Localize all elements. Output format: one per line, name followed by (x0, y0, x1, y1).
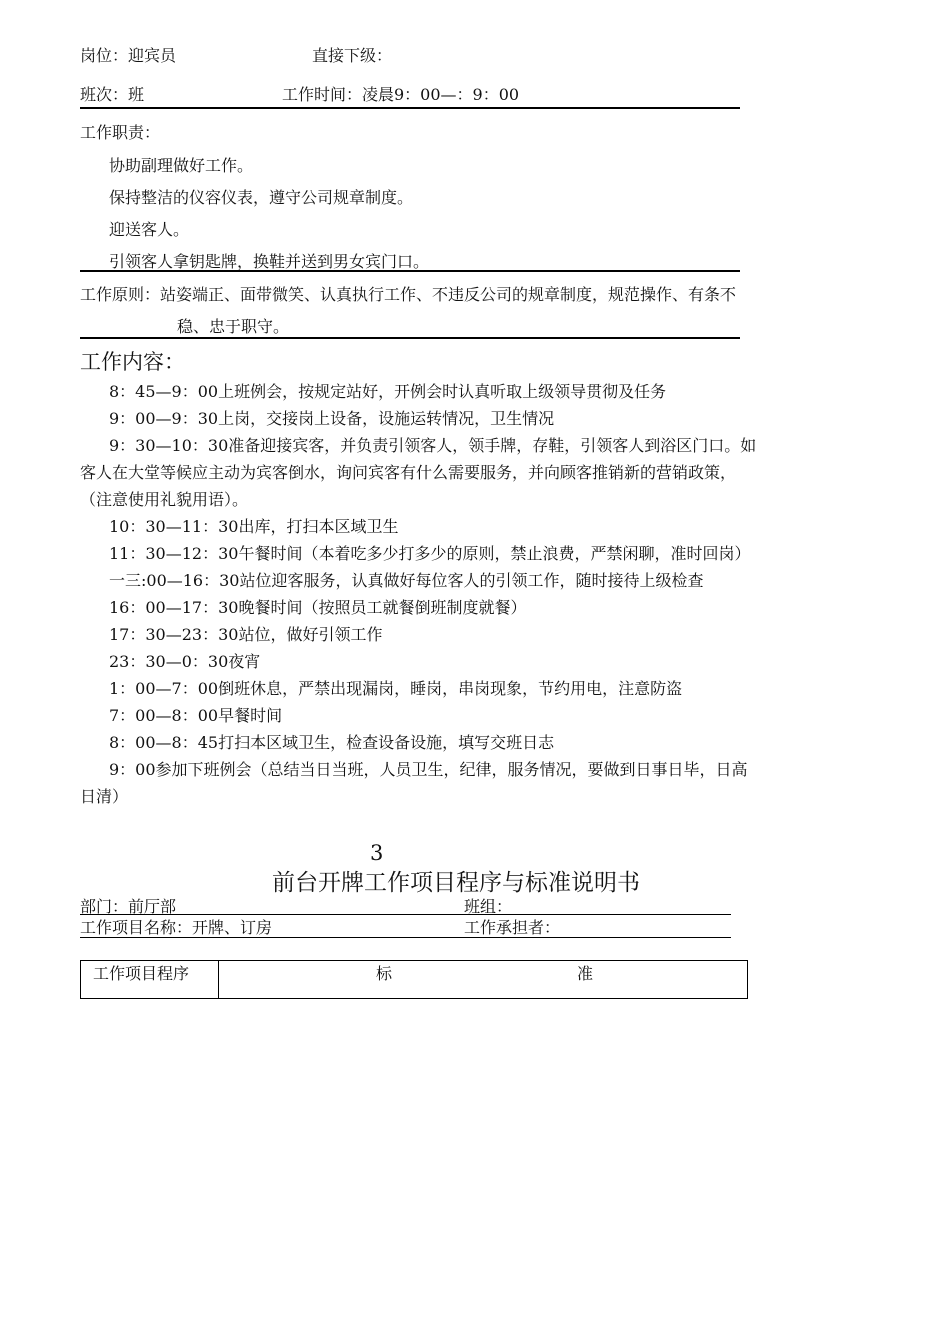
content-line: 8：45—9：00上班例会，按规定站好，开例会时认真听取上级领导贯彻及任务 (109, 382, 667, 401)
content-line: 8：00—8：45打扫本区域卫生，检查设备设施，填写交班日志 (109, 733, 555, 752)
content-line: 10：30—11：30出库，打扫本区域卫生 (109, 517, 399, 536)
bearer-label: 工作承担者： (464, 918, 561, 937)
department-label: 部门：前厅部 (80, 897, 177, 916)
duty-item: 保持整洁的仪容仪表，遵守公司规章制度。 (109, 188, 414, 207)
content-line: 17：30—23：30站位，做好引领工作 (109, 625, 383, 644)
content-line: 9：00参加下班例会（总结当日当班，人员卫生，纪律，服务情况，要做到日事日毕，日高 (109, 760, 748, 779)
table-header-standard-a: 标 (376, 964, 393, 983)
principles-line1: 工作原则：站姿端正、面带微笑、认真执行工作、不违反公司的规章制度，规范操作、有条不 (80, 285, 737, 304)
project-name-label: 工作项目名称：开牌、订房 (80, 918, 273, 937)
content-line: 23：30—0：30夜宵 (109, 652, 261, 671)
content-lines (80, 378, 870, 810)
duty-item: 引领客人拿钥匙牌，换鞋并送到男女宾门口。 (109, 252, 430, 271)
department-underline (80, 914, 731, 915)
content-line: 一三:00—16：30站位迎客服务，认真做好每位客人的引领工作，随时接待上级检查 (109, 571, 704, 590)
post-label: 岗位：迎宾员 (80, 46, 177, 65)
project-underline (80, 937, 731, 938)
superior-label: 直接下级： (312, 46, 393, 65)
content-line: 日清） (80, 787, 129, 806)
principles-divider (80, 337, 740, 339)
content-line: 7：00—8：00早餐时间 (109, 706, 283, 725)
content-line: 11：30—12：30午餐时间（本着吃多少打多少的原则，禁止浪费，严禁闲聊，准时回岗） (109, 544, 751, 563)
duties-title: 工作职责： (80, 123, 161, 142)
table-header-standard-b: 准 (577, 964, 594, 983)
table-header-procedure-label: 工作项目程序 (93, 964, 190, 983)
section-number: 3 (370, 841, 384, 865)
table-header-procedure (81, 961, 219, 998)
duty-item: 协助副理做好工作。 (109, 156, 254, 175)
header-divider (80, 107, 740, 109)
work-time-label: 工作时间：凌晨9：00—：9：00 (282, 85, 520, 104)
content-line: 9：30—10：30准备迎接宾客，并负责引领客人，领手牌，存鞋，引领客人到浴区门口。如 (109, 436, 757, 455)
content-title: 工作内容： (80, 350, 185, 374)
content-line: 客人在大堂等候应主动为宾客倒水，询问宾客有什么需要服务，并向顾客推销新的营销政策， (80, 463, 737, 482)
content-line: 16：00—17：30晚餐时间（按照员工就餐倒班制度就餐） (109, 598, 527, 617)
shift-label: 班次：班 (80, 85, 145, 104)
content-line: 1：00—7：00倒班休息，严禁出现漏岗，睡岗，串岗现象，节约用电，注意防盗 (109, 679, 683, 698)
standards-table (80, 960, 748, 999)
content-line: 9：00—9：30上岗，交接岗上设备，设施运转情况，卫生情况 (109, 409, 555, 428)
duty-item: 迎送客人。 (109, 220, 190, 239)
team-label: 班组： (464, 897, 513, 916)
content-line: （注意使用礼貌用语）。 (80, 490, 249, 509)
duties-divider (80, 270, 740, 272)
principles-line2: 稳、忠于职守。 (177, 317, 290, 336)
section-title: 前台开牌工作项目程序与标准说明书 (272, 870, 640, 896)
